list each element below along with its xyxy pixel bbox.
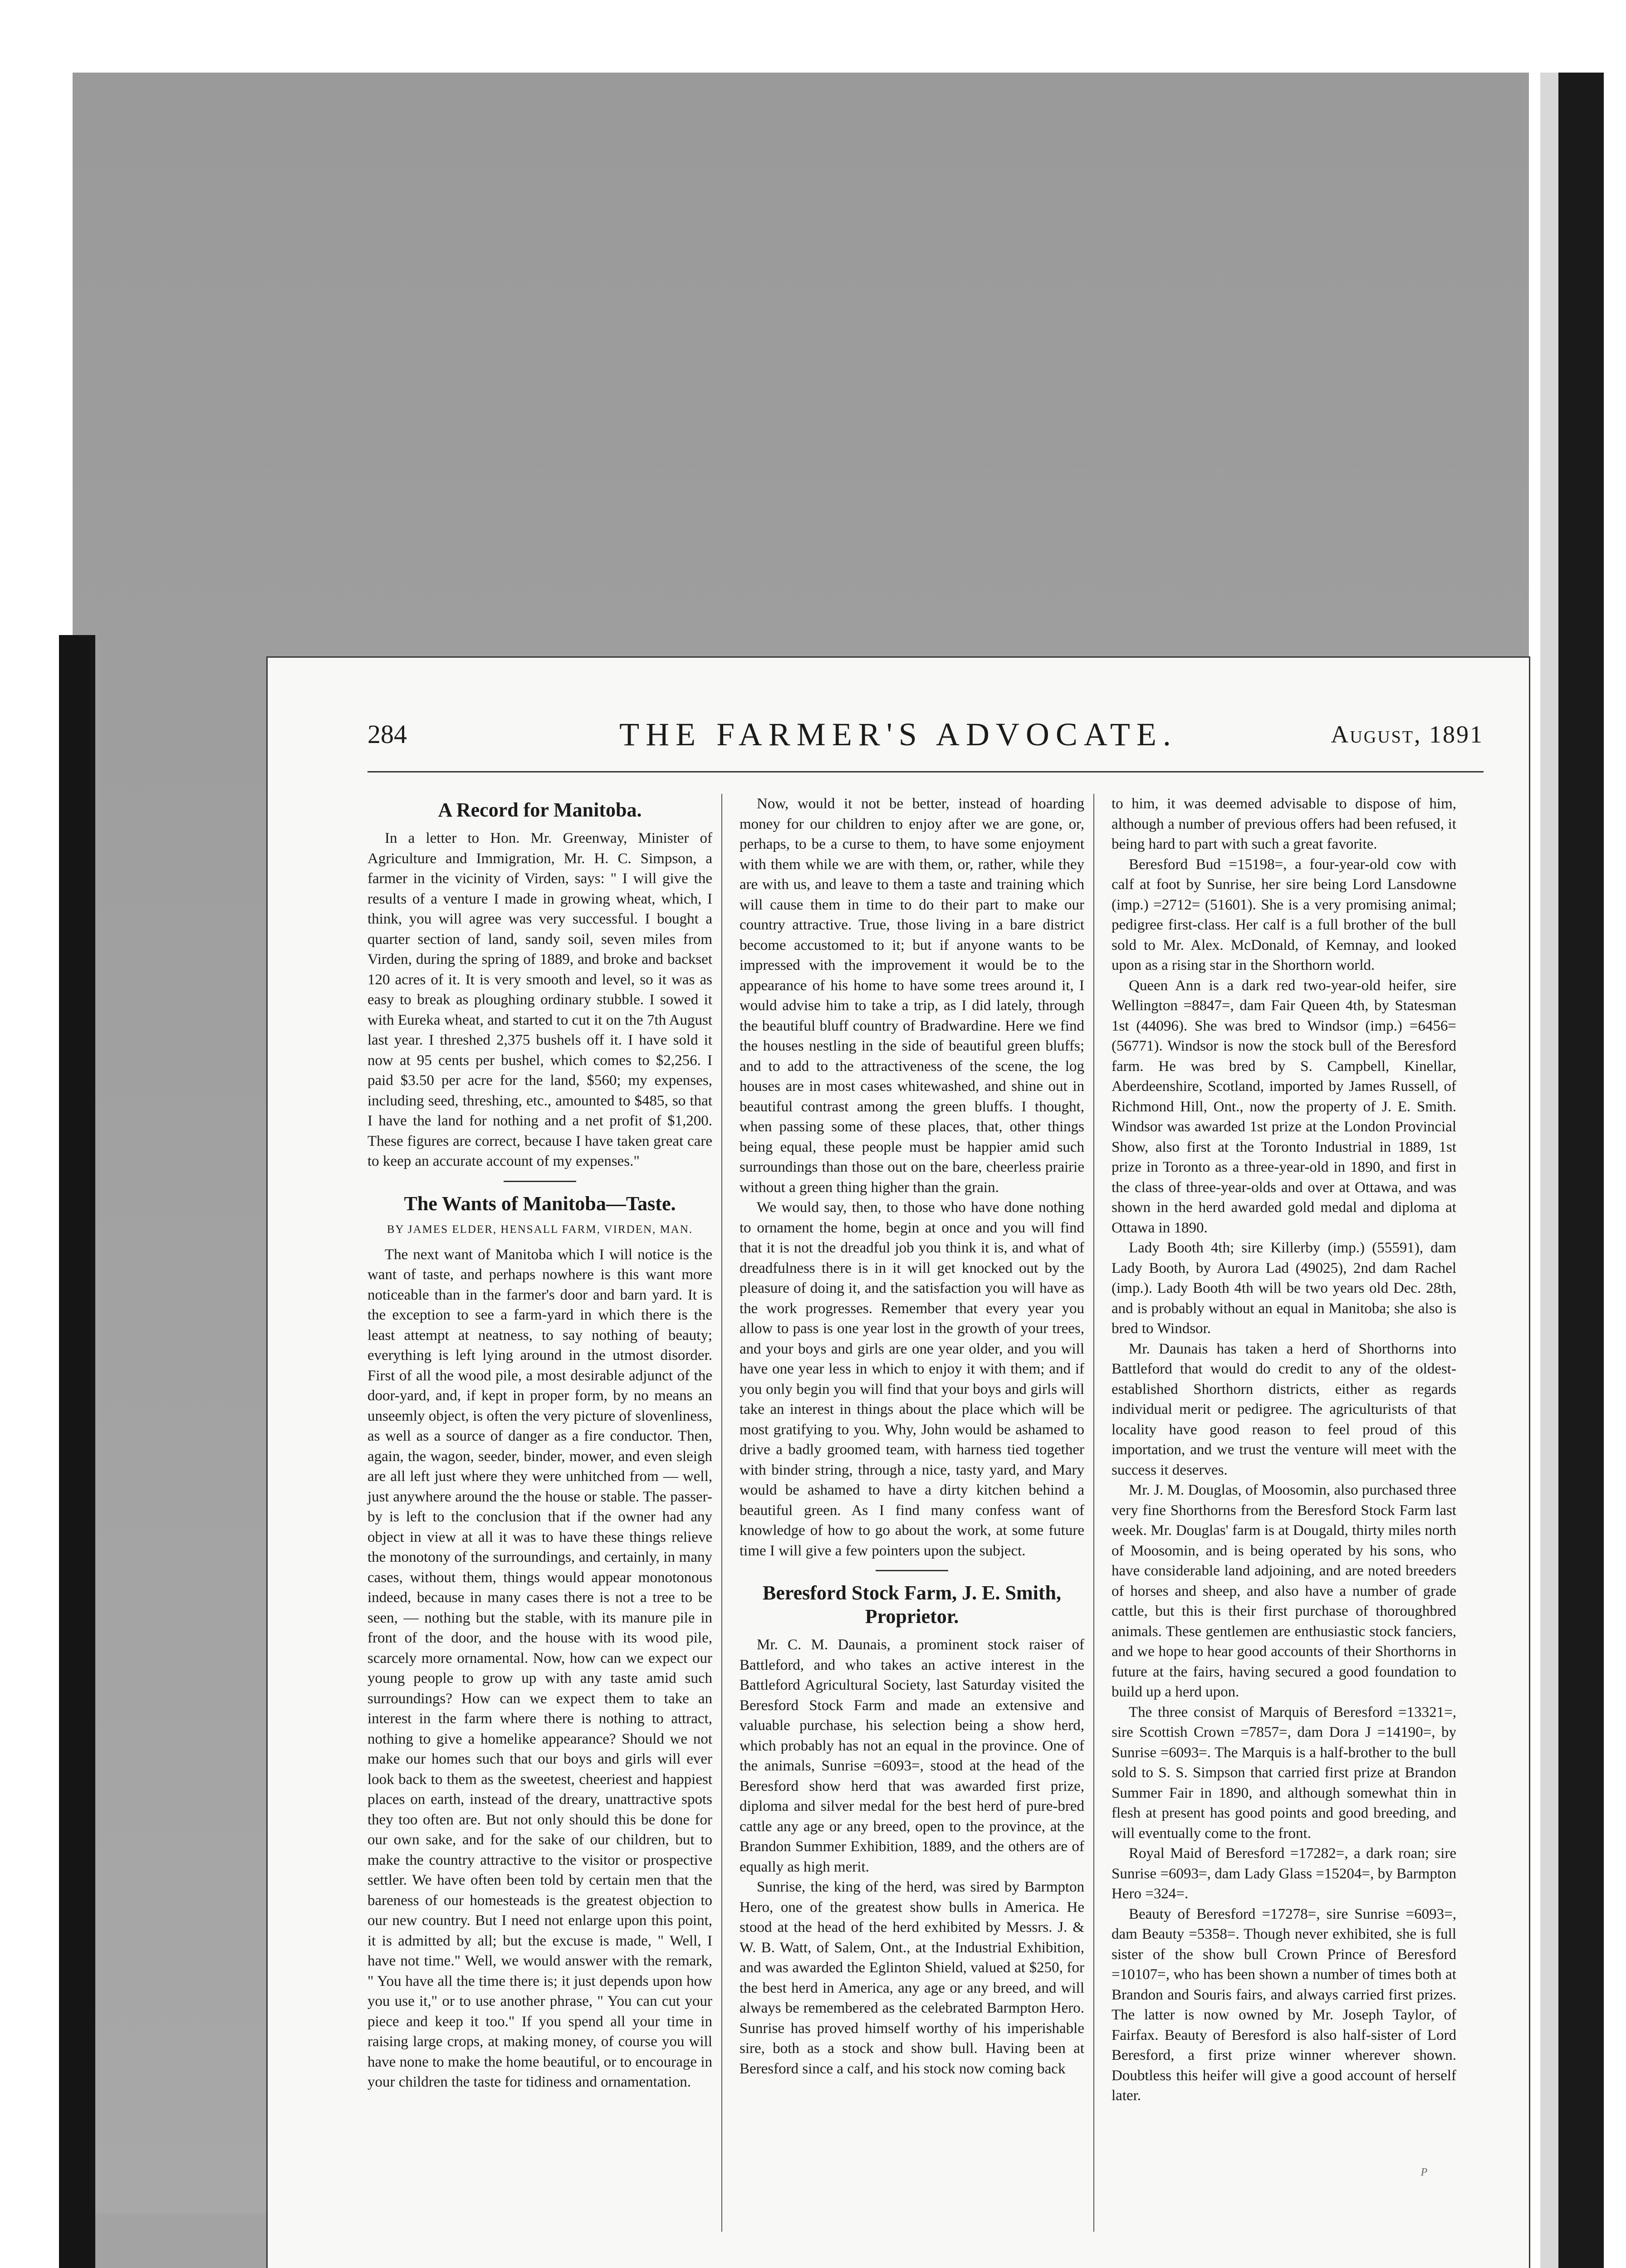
scan-light-strip xyxy=(1540,73,1558,2268)
article-paragraph: In a letter to Hon. Mr. Greenway, Minister of Agriculture and Immigration, Mr. H. C. Simpson, a farmer in the vicinity of Virden, says: " I will give the results of a venture I made in growing wheat, which, I think, you will agree was very successful. I bought a quarter section of land, sandy soil, seven miles from Virden, during the spring of 1889, and broke and backset 120 acres of it. It is very smooth and level, so it was as easy to break as ploughing ordinary stubble. I sowed it with Eureka wheat, and started to cut it on the 7th August last year. I threshed 2,375 bushels off it. I have sold it now at 95 cents per bushel, which comes to $2,256. I paid $3.50 per acre for the land, $560; my expenses, including seed, threshing, etc., amounted to $485, so that I have the land for nothing and a net profit of $1,200. These figures are correct, because I have taken great care to keep an accurate account of my expenses." xyxy=(367,830,712,1169)
article-paragraph: The next want of Manitoba which I will notice is the want of taste, and perhaps nowhere is this want more noticeable than in the farmer's door and barn yard. It is the exception to see a farm-yard in which there is the least attempt at neatness, to say nothing of beauty; everything is left lying around in the utmost disorder. First of all the wood pile, a most desirable adjunct of the door-yard, and, if kept in proper form, by no means an unseemly object, is often the very picture of slovenliness, as well as a source of danger as a fire conductor. Then, again, the wagon, seeder, binder, mower, and even sleigh are all left just where they were unhitched from — well, just anywhere around the the house or stable. The passer-by is left to the conclusion that if the owner had any object in view at all it was to have these things relieve the monotony of the surroundings, and certainly, in many cases, without them, things would appear monotonous indeed, because in many cases there is not a tree to be seen, — nothing but the stable, with its manure pile in front of the door, and the house with its wood pile, scarcely more ornamental. Now, how can we expect our young people to grow up with any taste amid such surroundings? How can we expect them to take an interest in the farm where there is nothing to attract, nothing to give a homelike appearance? Should we not make our homes such that our boys and girls will ever look back to them as the sweetest, cheeriest and happiest places on earth, instead of the dreary, unattractive spots they too often are. But not only should this be done for our own sake, and for the sake of our children, but to make the country attractive to the visitor or prospective settler. We have often been told by certain men that the bareness of our homesteads is the greatest objection to our new country. But I need not enlarge upon this point, it is admitted by all; but the excuse is made, " Well, I have not time." Well, we would answer with the remark, " You have all the time there is; it just depends upon how you use it," or to use another phrase, " You can cut your piece and keep it too." If you spend all your time in raising large crops, at making money, of course you will have none to make the home beautiful, or to encourage in your children the taste for tidiness and ornamentation. xyxy=(367,1246,712,2090)
scan-black-edge xyxy=(59,635,95,2268)
article-separator xyxy=(876,1570,948,1571)
article-paragraph: to him, it was deemed advisable to dispose of him, although a number of previous offers had been refused, it being hard to part with such a great favorite. xyxy=(1112,796,1456,852)
column-1 xyxy=(367,794,712,2092)
article-paragraph: Beauty of Beresford =17278=, sire Sunrise =6093=, dam Beauty =5358=. Though never exhibited, she is full sister of the show bull Crown Prince of Beresford =10107=, who has been shown a number of times both at Brandon and Souris fairs, and always carried first prizes. The latter is now owned by Mr. Joseph Taylor, of Fairfax. Beauty of Beresford is also half-sister of Lord Beresford, a first prize winner wherever shown. Doubtless this heifer will give a good account of herself later. xyxy=(1112,1906,1456,2104)
article-headline: A Record for Manitoba. xyxy=(438,799,642,821)
article-byline: BY JAMES ELDER, HENSALL FARM, VIRDEN, MAN. xyxy=(387,1223,693,1236)
article-paragraph: Lady Booth 4th; sire Killerby (imp.) (55591), dam Lady Booth, by Aurora Lad (49025), 2nd dam Rachel (imp.). Lady Booth 4th will be two years old Dec. 28th, and is probably without an equal in Manitoba; she also is bred to Windsor. xyxy=(1112,1240,1456,1337)
column-2 xyxy=(740,794,1084,2079)
article-paragraph: Beresford Bud =15198=, a four-year-old cow with calf at foot by Sunrise, her sire being Lord Lansdowne (imp.) =2712= (51601). She is a very promising animal; pedigree first-class. Her calf is a full brother of the bull sold to Mr. Alex. McDonald, of Kemnay, and looked upon as a rising star in the Shorthorn world. xyxy=(1112,856,1456,973)
masthead: THE FARMER'S ADVOCATE. xyxy=(619,716,1177,753)
pencil-mark: ᴾ xyxy=(1420,2164,1427,2185)
article-paragraph: Queen Ann is a dark red two-year-old heifer, sire Wellington =8847=, dam Fair Queen 4th, by Statesman 1st (44096). She was bred to Windsor (imp.) =6456= (56771). Windsor is now the stock bull of the Beresford farm. He was bred by S. Campbell, Kinellar, Aberdeenshire, Scotland, imported by James Russell, of Richmond Hill, Ont., now the property of J. E. Smith. Windsor was awarded 1st prize at the London Provincial Show, also first at the Toronto Industrial in 1889, 1st prize in Toronto as a three-year-old in 1890, and first in the class of three-year-olds and over at Ottawa, and was shown in the herd awarded gold medal and diploma at Ottawa in 1890. xyxy=(1112,977,1456,1236)
issue-date: August, 1891 xyxy=(1331,721,1484,748)
article-paragraph: Mr. C. M. Daunais, a prominent stock raiser of Battleford, and who takes an active interest in the Battleford Agricultural Society, last Saturday visited the Beresford Stock Farm and made an extensive and valuable purchase, his selection being a show herd, which probably has not an equal in the province. One of the animals, Sunrise =6093=, stood at the head of the Beresford show herd that was awarded first prize, diploma and silver medal for the best herd of pure-bred cattle any age or any breed, open to the province, at the Brandon Summer Exhibition, 1889, and the others are of equally as high merit. xyxy=(740,1637,1084,1875)
article-paragraph: Sunrise, the king of the herd, was sired by Barmpton Hero, one of the greatest show bulls in America. He stood at the head of the herd exhibited by Messrs. J. & W. B. Watt, of Salem, Ont., at the Industrial Exhibition, and was awarded the Eglinton Shield, valued at $250, for the best herd in America, any age or any breed, and will always be remembered as the celebrated Barmpton Hero. Sunrise has proved himself worthy of his imperishable sire, both as a stock and show bull. Having been at Beresford since a calf, and his stock now coming back xyxy=(740,1879,1084,2077)
article-paragraph: Now, would it not be better, instead of hoarding money for our children to enjoy after we are gone, or, perhaps, to be a curse to them, to have some enjoyment with them while we are with them, or, rather, while they are with us, and leave to them a taste and training which will cause them in time to do their part to make our country attractive. True, those living in a bare district become accustomed to it; but if anyone wants to be impressed with the improvement it would be to the appearance of his home to have some trees around it, I would advise him to take a trip, as I did lately, through the beautiful bluff country of Bradwardine. Here we find the houses nestling in the side of beautiful green bluffs; and to add to the attractiveness of the scene, the log houses are in most cases whitewashed, and shine out in beautiful contrast among the green bluffs. I thought, when passing some of these places, that, other things being equal, these people must be happier amid such surroundings than those out on the bare, cheerless prairie without a green thing higher than the grain. xyxy=(740,796,1084,1196)
article-headline: The Wants of Manitoba—Taste. xyxy=(404,1192,676,1215)
article-paragraph: Mr. Daunais has taken a herd of Shorthorns into Battleford that would do credit to any of the oldest-established Shorthorn districts, either as regards individual merit or pedigree. The agriculturists of that locality have good reason to feel proud of this importation, and we trust the venture will meet with the success it deserves. xyxy=(1112,1340,1456,1478)
article-paragraph: Mr. J. M. Douglas, of Moosomin, also purchased three very fine Shorthorns from the Beresford Stock Farm last week. Mr. Douglas' farm is at Dougald, thirty miles north of Moosomin, and is being operated by his sons, who have considerable land adjoining, and are noted breeders of horses and sheep, and also have a number of grade cattle, but this is their first purchase of thoroughbred animals. These gentlemen are enthusiastic stock fanciers, and we hope to hear good accounts of their Shorthorns in future at the fairs, having secured a good foundation to build up a herd upon. xyxy=(1112,1482,1456,1700)
article-paragraph: The three consist of Marquis of Beresford =13321=, sire Scottish Crown =7857=, dam Dora J =14190=, by Sunrise =6093=. The Marquis is a half-brother to the bull sold to S. S. Simpson that carried first prize at Brandon Summer Fair in 1890, and although somewhat thin in flesh at present has good points and good breeding, and will eventually come to the front. xyxy=(1112,1704,1456,1842)
article-headline: Beresford Stock Farm, J. E. Smith, Proprietor. xyxy=(763,1582,1061,1628)
article-separator xyxy=(504,1181,576,1182)
article-paragraph: Royal Maid of Beresford =17282=, a dark roan; sire Sunrise =6093=, dam Lady Glass =15204=, by Barmpton Hero =324=. xyxy=(1112,1845,1456,1902)
column-divider xyxy=(1093,794,1094,2232)
newspaper-page xyxy=(268,658,1529,2268)
article-paragraph: We would say, then, to those who have done nothing to ornament the home, begin at once and you will find that it is not the dreadful job you think it is, and what of dreadfulness there is in it will get knocked out by the pleasure of doing it, and the satisfaction you will have as the work progresses. Remember that every year you allow to pass is one year lost in the growth of your trees, and your boys and girls are one year older, and you will have one year less in which to enjoy it with them; and if you only begin you will find that your boys and girls will take an interest in things about the place which will be most gratifying to you. Why, John would be ashamed to drive a badly groomed team, with harness tied together with binder string, through a nice, tasty yard, and Mary would be ashamed to have a dirty kitchen behind a beautiful green. As I find many confess want of knowledge of how to go about the work, at some future time I will give a few pointers upon the subject. xyxy=(740,1199,1084,1559)
column-3 xyxy=(1112,794,1456,2106)
page-number: 284 xyxy=(367,719,407,749)
column-divider xyxy=(721,794,722,2232)
page-header xyxy=(367,708,1484,772)
